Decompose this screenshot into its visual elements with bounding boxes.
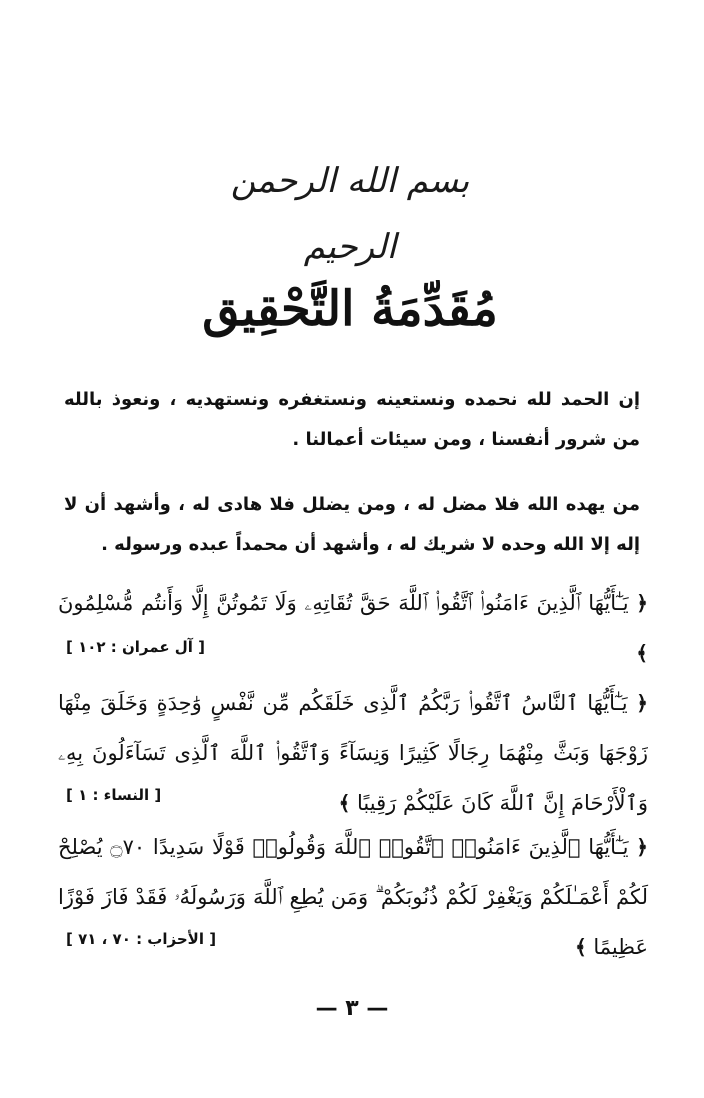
verse-text: يَـٰٓأَيُّهَا ٱلنَّاسُ ٱتَّقُوا۟ رَبَّكُمُ ٱلَّذِى خَلَقَكُم مِّن نَّفْسٍ وَٰحِدَةٍ وَخَلَقَ مِنْهَا زَوْجَهَا وَبَثَّ مِنْهُمَا رِجَالًا كَثِيرًا وَنِسَآءً وَٱتَّقُوا۟ ٱللَّهَ ٱلَّذِى تَسَآءَلُونَ بِهِۦ وَٱلْأَرْحَامَ إِنَّ ٱللَّهَ كَانَ عَلَيْكُمْ رَقِيبًا — [58, 691, 648, 815]
page-number: — ٣ — — [315, 996, 389, 1021]
verse-close-bracket: ﴾ — [338, 791, 351, 815]
verse-text: يَـٰٓأَيُّهَا ٱلَّذِينَ ءَامَنُوا۟ ٱتَّقُوا۟ ٱللَّهَ حَقَّ تُقَاتِهِۦ وَلَا تَمُوتُنَّ إِلَّا وَأَنتُم مُّسْلِمُونَ — [58, 591, 629, 615]
page-title: مُقَدِّمَةُ التَّحْقِيق — [202, 281, 498, 337]
verse-open-bracket: ﴿ — [636, 591, 648, 615]
verse-reference-1: [ آل عمران : ١٠٢ ] — [66, 638, 206, 656]
quran-verse-1 — [58, 578, 648, 678]
verse-open-bracket: ﴿ — [636, 835, 648, 859]
verse-open-bracket: ﴿ — [636, 691, 648, 715]
verse-close-bracket: ﴾ — [636, 641, 648, 665]
verse-close-bracket: ﴾ — [574, 935, 587, 959]
quran-verse-2 — [58, 678, 648, 828]
verse-reference-3: [ الأحزاب : ٧٠ ، ٧١ ] — [66, 930, 217, 948]
verse-reference-2: [ النساء : ١ ] — [66, 786, 162, 804]
verse-text: يَـٰٓأَيُّهَا ٱلَّذِينَ ءَامَنُوا۟ ٱتَّقُوا۟ ٱللَّهَ وَقُولُوا۟ قَوْلًا سَدِيدًا ۝٧٠ يُصْلِحْ لَكُمْ أَعْمَـٰلَكُمْ وَيَغْفِرْ لَكُمْ ذُنُوبَكُمْ ۗ وَمَن يُطِعِ ٱللَّهَ وَرَسُولَهُۥ فَقَدْ فَازَ فَوْزًا عَظِيمًا — [58, 835, 648, 959]
intro-paragraph-1: إن الحمد لله نحمده ونستعينه ونستغفره ونستهديه ، ونعوذ بالله من شرور أنفسنا ، ومن سيئات أعمالنا . — [64, 389, 640, 450]
intro-paragraph-2: من يهده الله فلا مضل له ، ومن يضلل فلا هادى له ، وأشهد أن لا إله إلا الله وحده لا شريك له ، وأشهد أن محمداً عبده ورسوله . — [64, 494, 640, 555]
quran-verse-3 — [58, 822, 648, 972]
basmala-calligraphy: بسم الله الرحمن الرحيم — [230, 161, 470, 267]
